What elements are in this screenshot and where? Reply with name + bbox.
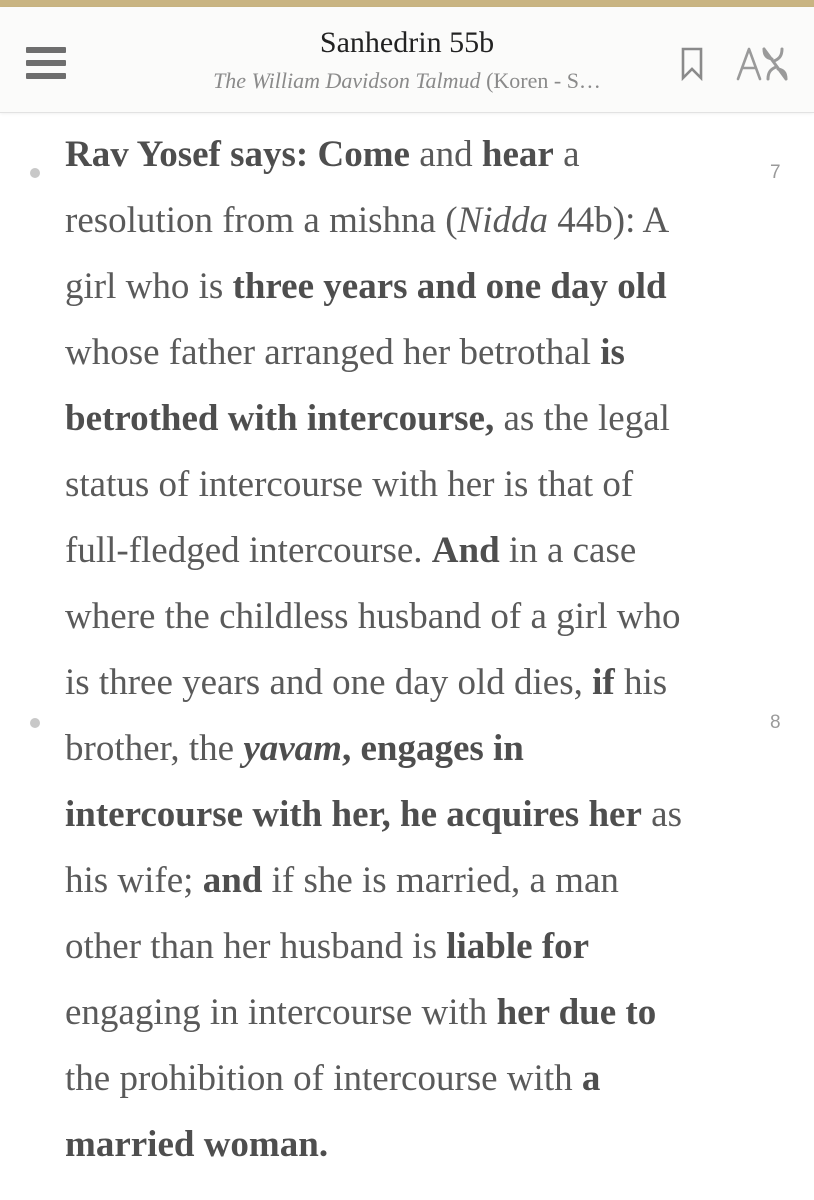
bold-phrase: if	[592, 662, 615, 703]
page-title[interactable]: Sanhedrin 55b	[319, 26, 495, 59]
plain-text: the prohibition of intercourse with	[65, 1058, 582, 1099]
bold-phrase: betrothed with intercourse,	[65, 398, 495, 439]
bold-phrase: , engages in	[341, 728, 524, 769]
segment-marker-dot[interactable]	[30, 168, 40, 178]
italic-reference: Nidda	[457, 200, 548, 241]
subtitle-translation-source: (Koren - S…	[480, 68, 601, 93]
text-line	[65, 1046, 745, 1112]
bold-phrase: a	[581, 1058, 601, 1099]
language-toggle-icon[interactable]	[736, 43, 790, 83]
plain-text: girl who is	[65, 266, 233, 307]
title-block	[150, 25, 664, 95]
bold-phrase: liable for	[446, 926, 590, 967]
top-accent-bar	[0, 0, 814, 7]
text-line	[65, 122, 745, 188]
plain-text: brother, the	[65, 728, 244, 769]
plain-text: other than her husband is	[65, 926, 447, 967]
bold-phrase: And	[431, 530, 500, 571]
bold-phrase: intercourse with her, he acquires her	[65, 794, 642, 835]
plain-text: as	[641, 794, 682, 835]
text-line	[65, 320, 745, 386]
text-line	[65, 518, 745, 584]
menu-line	[26, 60, 66, 66]
plain-text: his	[614, 662, 668, 703]
plain-text: and	[409, 134, 482, 175]
bold-phrase: married woman.	[65, 1124, 329, 1165]
text-line	[65, 650, 745, 716]
bold-phrase: three years and one day old	[232, 266, 667, 307]
hamburger-menu-icon[interactable]	[26, 43, 68, 83]
text-line	[65, 584, 745, 650]
plain-text: status of intercourse with her is that of	[65, 464, 634, 505]
text-line	[65, 848, 745, 914]
text-line	[65, 980, 745, 1046]
bookmark-icon[interactable]	[680, 47, 704, 81]
plain-text: as the legal	[494, 398, 670, 439]
plain-text: a	[553, 134, 580, 175]
bold-phrase: her due to	[496, 992, 657, 1033]
bold-phrase: is	[600, 332, 625, 373]
text-line	[65, 452, 745, 518]
plain-text: resolution from a mishna (	[65, 200, 458, 241]
segment-marker-dot[interactable]	[30, 718, 40, 728]
text-line	[65, 1112, 745, 1178]
segment-number[interactable]: 7	[770, 162, 781, 183]
plain-text: engaging in intercourse with	[65, 992, 497, 1033]
bold-phrase: and	[202, 860, 263, 901]
plain-text: is three years and one day old dies,	[65, 662, 593, 703]
plain-text: in a case	[499, 530, 637, 571]
plain-text: 44b): A	[548, 200, 670, 241]
plain-text: where the childless husband of a girl who	[65, 596, 681, 637]
page-subtitle[interactable]	[150, 67, 664, 95]
plain-text: his wife;	[65, 860, 203, 901]
text-line	[65, 188, 745, 254]
top-header	[0, 7, 814, 113]
text-line	[65, 782, 745, 848]
bold-phrase: hear	[481, 134, 554, 175]
bold-phrase: Rav Yosef says: Come	[65, 134, 410, 175]
bold-italic-term: yavam	[243, 728, 342, 769]
text-line	[65, 386, 745, 452]
menu-line	[26, 73, 66, 79]
text-line	[65, 914, 745, 980]
plain-text: if she is married, a man	[262, 860, 619, 901]
plain-text: full-fledged intercourse.	[65, 530, 432, 571]
text-line	[65, 716, 745, 782]
segment-number[interactable]: 8	[770, 712, 781, 733]
text-line	[65, 254, 745, 320]
subtitle-translation-name: The William Davidson Talmud	[213, 68, 481, 93]
plain-text: whose father arranged her betrothal	[65, 332, 601, 373]
talmud-translation-text	[65, 122, 745, 1178]
menu-line	[26, 47, 66, 53]
